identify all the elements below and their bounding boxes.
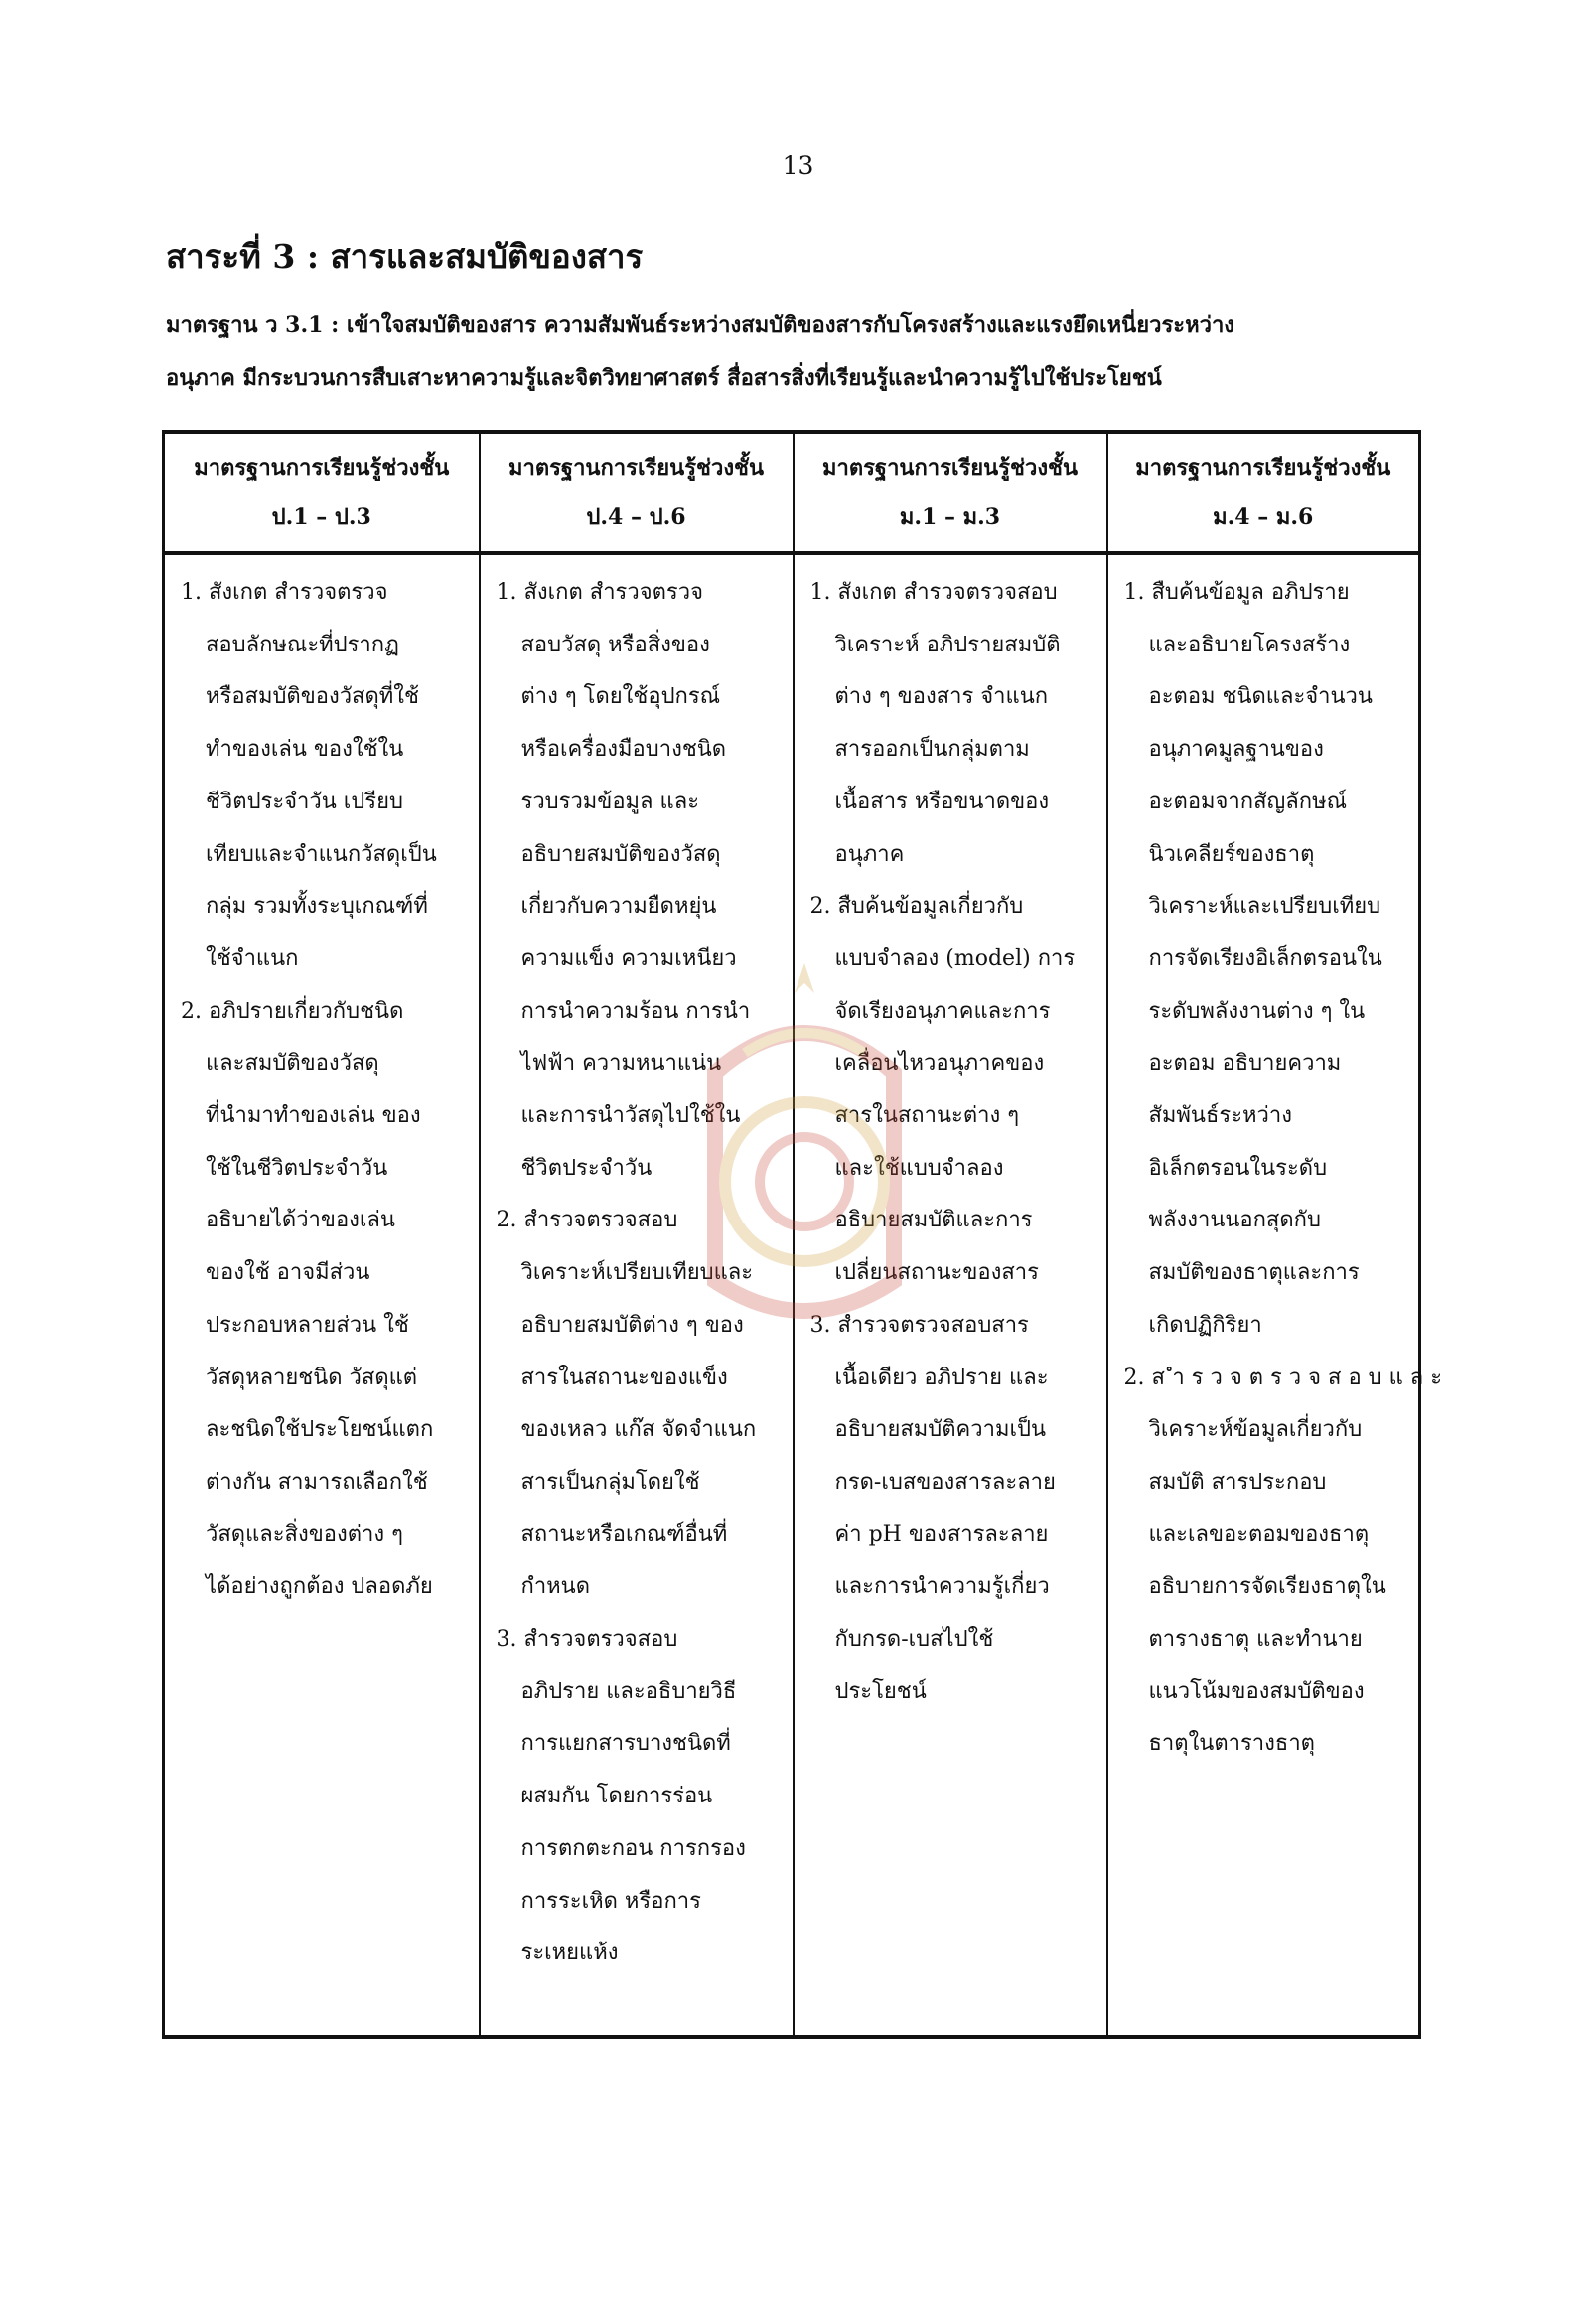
item-line: แนวโน้มของสมบัติของ — [1148, 1678, 1365, 1704]
item-line: 1. สืบค้นข้อมูล อภิปราย — [1123, 580, 1350, 605]
item-line: และอธิบายโครงสร้าง — [1148, 632, 1351, 657]
item-line: 1. สังเกต สำรวจตรวจ — [496, 580, 703, 605]
item-line: การนำความร้อน การนำ — [520, 998, 751, 1024]
column-header — [794, 432, 1107, 553]
header-line: มาตรฐานการเรียนรู้ช่วงชั้น — [194, 455, 450, 481]
item-line: วัสดุหลายชนิด วัสดุแต่ — [206, 1365, 418, 1390]
item-line: พลังงานนอกสุดกับ — [1148, 1208, 1321, 1233]
item-line: ประโยชน์ — [834, 1678, 927, 1704]
item-line: 2. สืบค้นข้อมูลเกี่ยวกับ — [809, 894, 1024, 920]
item-line: อะตอม อธิบายความ — [1148, 1051, 1342, 1077]
page-number: 13 — [782, 151, 814, 180]
item-line: เกี่ยวกับความยืดหยุ่น — [520, 894, 717, 920]
item-line: ค่า pH ของสารละลาย — [834, 1521, 1049, 1547]
standards-table — [162, 430, 1443, 2039]
item-line: และสมบัติของวัสดุ — [206, 1051, 379, 1077]
standard-item — [810, 881, 1096, 1300]
item-list — [1123, 567, 1443, 1771]
item-line: ธาตุในตารางธาตุ — [1148, 1731, 1315, 1757]
header-line: ม.4 – ม.6 — [1213, 504, 1314, 530]
standard-line: อนุภาค มีกระบวนการสืบเสาะหาความรู้และจิตวิทยาศาสตร์ สื่อสารสิ่งที่เรียนรู้และนำความรู้ไปใช้ประโยชน์ — [166, 365, 1162, 391]
item-line: การระเหิด หรือการ — [520, 1888, 701, 1914]
item-line: เคลื่อนไหวอนุภาคของ — [834, 1051, 1045, 1077]
item-line: 2. สำรวจตรวจสอบ — [496, 1208, 678, 1233]
header-line: มาตรฐานการเรียนรู้ช่วงชั้น — [1135, 455, 1391, 481]
item-line: กรด-เบสของสารละลาย — [834, 1469, 1056, 1495]
item-line: ความแข็ง ความเหนียว — [520, 945, 737, 971]
item-line: อะตอม ชนิดและจำนวน — [1148, 684, 1373, 710]
item-line: อธิบายการจัดเรียงธาตุใน — [1148, 1574, 1386, 1600]
item-line: ใช้ในชีวิตประจำวัน — [206, 1155, 388, 1181]
item-line: 1. สังเกต สำรวจตรวจสอบ — [809, 580, 1058, 605]
item-line: หรือเครื่องมือบางชนิด — [520, 737, 727, 763]
item-line: เทียบและจำแนกวัสดุเป็น — [206, 841, 437, 867]
item-line: ชีวิตประจำวัน — [520, 1155, 653, 1181]
item-line: และเลขอะตอมของธาตุ — [1148, 1521, 1370, 1547]
item-line: ไฟฟ้า ความหนาแน่น — [520, 1051, 722, 1077]
standard-item — [181, 567, 469, 986]
item-line: ได้อย่างถูกต้อง ปลอดภัย — [206, 1574, 433, 1600]
item-list — [497, 567, 783, 1980]
item-line: สารในสถานะต่าง ๆ — [834, 1103, 1020, 1129]
standard-item — [497, 1614, 783, 1980]
header-line: ป.4 – ป.6 — [586, 504, 686, 530]
item-line: อะตอมจากสัญลักษณ์ — [1148, 789, 1347, 814]
item-line: ประกอบหลายส่วน ใช้ — [206, 1312, 409, 1338]
item-line: สอบลักษณะที่ปรากฏ — [206, 632, 399, 657]
item-line: สอบวัสดุ หรือสิ่งของ — [520, 632, 710, 657]
item-line: ระดับพลังงานต่าง ๆ ใน — [1148, 998, 1366, 1024]
column-header — [164, 432, 480, 553]
table-body-row — [164, 553, 1420, 2037]
standard-item — [497, 1195, 783, 1614]
item-line: ละชนิดใช้ประโยชน์แตก — [206, 1417, 434, 1443]
item-line: นิวเคลียร์ของธาตุ — [1148, 841, 1315, 867]
item-line: 1. สังเกต สำรวจตรวจ — [181, 580, 388, 605]
standard-item — [810, 1300, 1096, 1719]
standard-description — [166, 298, 1417, 405]
item-line: เกิดปฏิกิริยา — [1148, 1312, 1262, 1338]
item-line: อธิบายสมบัติของวัสดุ — [520, 841, 721, 867]
standard-item — [1124, 567, 1409, 1353]
item-line: สัมพันธ์ระหว่าง — [1148, 1103, 1292, 1129]
item-line: เนื้อสาร หรือขนาดของ — [834, 789, 1050, 814]
table-header-row — [164, 432, 1420, 553]
item-line: การจัดเรียงอิเล็กตรอนใน — [1148, 945, 1382, 971]
item-line: วิเคราะห์และเปรียบเทียบ — [1148, 894, 1381, 920]
item-line: 2. ส ำ ร ว จ ต ร ว จ ส อ บ แ ล ะ — [1123, 1365, 1443, 1390]
item-line: ชีวิตประจำวัน เปรียบ — [206, 789, 403, 814]
item-line: อธิบายสมบัติความเป็น — [834, 1417, 1046, 1443]
header-line: ม.1 – ม.3 — [899, 504, 1001, 530]
item-line: 3. สำรวจตรวจสอบ — [496, 1627, 678, 1653]
item-line: สารในสถานะของแข็ง — [520, 1365, 728, 1390]
header-line: มาตรฐานการเรียนรู้ช่วงชั้น — [508, 455, 765, 481]
standard-item — [1123, 1353, 1443, 1772]
item-line: กำหนด — [520, 1574, 591, 1600]
item-line: อธิบายได้ว่าของเล่น — [206, 1208, 395, 1233]
standard-item — [810, 567, 1096, 881]
item-line: ตารางธาตุ และทำนาย — [1148, 1627, 1363, 1653]
item-line: หรือสมบัติของวัสดุที่ใช้ — [206, 684, 419, 710]
item-line: วิเคราะห์ อภิปรายสมบัติ — [834, 632, 1061, 657]
item-line: สถานะหรือเกณฑ์อื่นที่ — [520, 1521, 728, 1547]
item-line: และการนำวัสดุไปใช้ใน — [520, 1103, 741, 1129]
section-heading: สาระที่ 3 : สารและสมบัติของสาร — [166, 237, 644, 276]
header-line: มาตรฐานการเรียนรู้ช่วงชั้น — [821, 455, 1079, 481]
standard-line: มาตรฐาน ว 3.1 : เข้าใจสมบัติของสาร ความสัมพันธ์ระหว่างสมบัติของสารกับโครงสร้างและแรงยึดเหนี่ยวระหว่าง — [166, 312, 1235, 338]
item-line: ทำของเล่น ของใช้ใน — [206, 737, 404, 763]
item-line: กับกรด-เบสไปใช้ — [834, 1627, 994, 1653]
item-line: ต่าง ๆ โดยใช้อุปกรณ์ — [520, 684, 721, 710]
item-line: ใช้จำแนก — [206, 945, 299, 971]
item-line: อิเล็กตรอนในระดับ — [1148, 1155, 1328, 1181]
standard-item — [497, 567, 783, 1195]
item-list — [181, 567, 469, 1614]
item-line: เนื้อเดียว อภิปราย และ — [834, 1365, 1049, 1390]
item-line: วิเคราะห์ข้อมูลเกี่ยวกับ — [1148, 1417, 1363, 1443]
column-cell — [164, 553, 480, 2037]
column-header — [480, 432, 794, 553]
standard-item — [181, 986, 469, 1614]
item-line: อนุภาคมูลฐานของ — [1148, 737, 1324, 763]
item-line: 3. สำรวจตรวจสอบสาร — [809, 1312, 1029, 1338]
item-line: 2. อภิปรายเกี่ยวกับชนิด — [181, 998, 404, 1024]
column-header — [1107, 432, 1420, 553]
header-line: ป.1 – ป.3 — [271, 504, 371, 530]
item-line: สมบัติของธาตุและการ — [1148, 1260, 1360, 1286]
item-line: สารออกเป็นกลุ่มตาม — [834, 737, 1030, 763]
item-line: อภิปราย และอธิบายวิธี — [520, 1678, 737, 1704]
item-line: จัดเรียงอนุภาคและการ — [834, 998, 1051, 1024]
item-line: การตกตะกอน การกรอง — [520, 1835, 746, 1861]
item-line: วิเคราะห์เปรียบเทียบและ — [520, 1260, 754, 1286]
item-line: ต่าง ๆ ของสาร จำแนก — [834, 684, 1049, 710]
column-cell — [480, 553, 794, 2037]
item-line: ระเหยแห้ง — [520, 1941, 619, 1966]
item-line: ต่างกัน สามารถเลือกใช้ — [206, 1469, 428, 1495]
item-line: กลุ่ม รวมทั้งระบุเกณฑ์ที่ — [206, 894, 428, 920]
item-line: ผสมกัน โดยการร่อน — [520, 1784, 713, 1809]
item-list — [810, 567, 1096, 1718]
column-cell — [794, 553, 1107, 2037]
item-line: ของใช้ อาจมีส่วน — [206, 1260, 370, 1286]
item-line: อธิบายสมบัติต่าง ๆ ของ — [520, 1312, 744, 1338]
item-line: การแยกสารบางชนิดที่ — [520, 1731, 731, 1757]
item-line: และการนำความรู้เกี่ยว — [834, 1574, 1050, 1600]
column-cell — [1107, 553, 1443, 2037]
item-line: ของเหลว แก๊ส จัดจำแนก — [520, 1417, 757, 1443]
item-line: อนุภาค — [834, 841, 905, 867]
item-line: วัสดุและสิ่งของต่าง ๆ — [206, 1521, 403, 1547]
item-line: รวบรวมข้อมูล และ — [520, 789, 700, 814]
item-line: สมบัติ สารประกอบ — [1148, 1469, 1327, 1495]
item-line: อธิบายสมบัติและการ — [834, 1208, 1033, 1233]
item-line: ที่นำมาทำของเล่น ของ — [206, 1103, 421, 1129]
item-line: และใช้แบบจำลอง — [834, 1155, 1004, 1181]
item-line: สารเป็นกลุ่มโดยใช้ — [520, 1469, 700, 1495]
item-line: แบบจำลอง (model) การ — [834, 945, 1076, 971]
item-line: เปลี่ยนสถานะของสาร — [834, 1260, 1039, 1286]
